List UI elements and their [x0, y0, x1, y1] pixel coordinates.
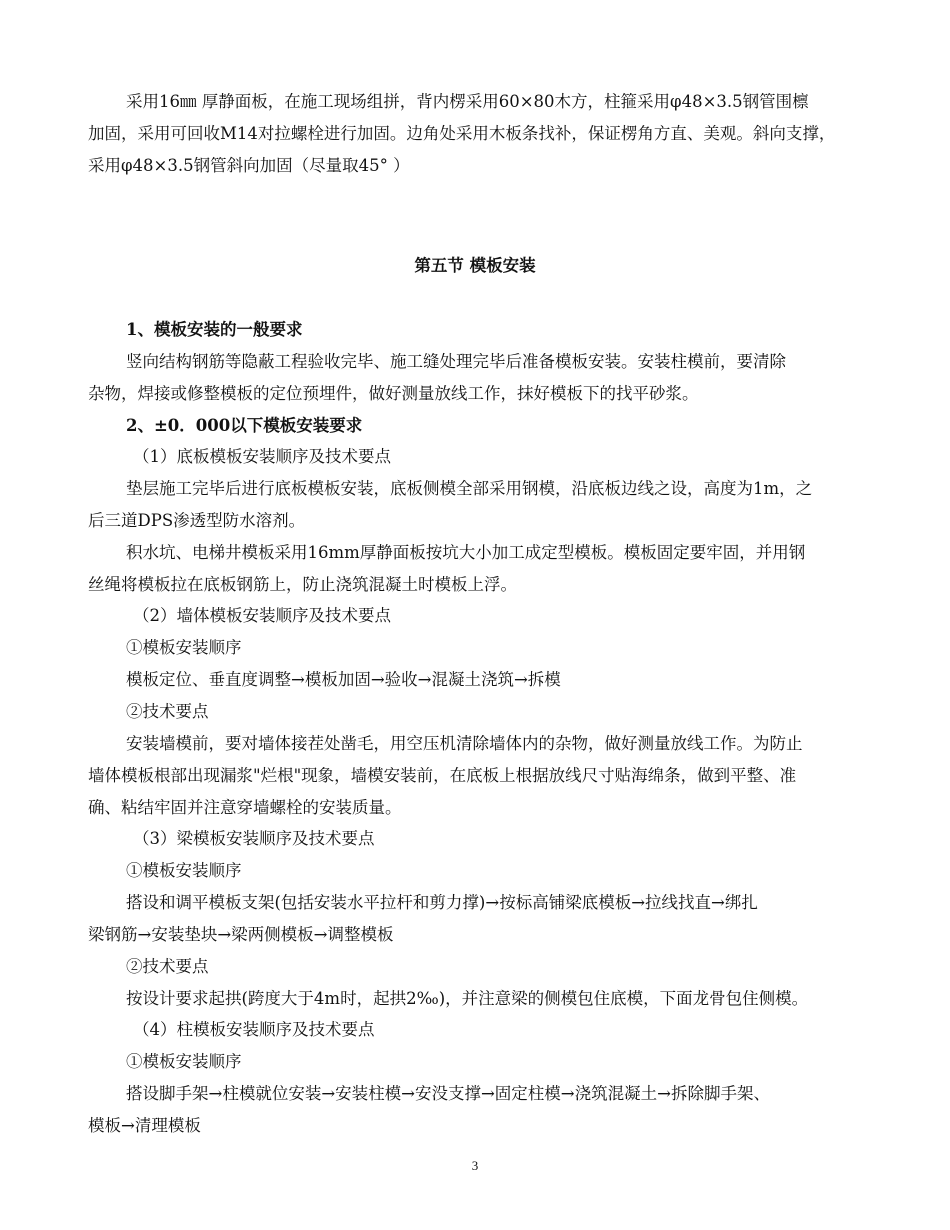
- page-number: 3: [471, 1158, 479, 1173]
- column-order-line-2: 模板→清理模板: [88, 1116, 201, 1135]
- wall-order: 模板定位、垂直度调整→模板加固→验收→混凝土浇筑→拆模: [126, 670, 561, 689]
- section-title: 第五节 模板安装: [414, 256, 536, 275]
- wall-tech-line-2: 墙体模板根部出现漏浆"烂根"现象，墙模安装前，在底板上根据放线尺寸贴海绵条，做到平整、准: [88, 766, 797, 785]
- column-order-title: ①模板安装顺序: [126, 1052, 242, 1071]
- wall-tech-line-1: 安装墙模前，要对墙体接茬处凿毛，用空压机清除墙体内的杂物，做好测量放线工作。为防止: [126, 734, 803, 753]
- intro-line-1: 采用16㎜ 厚静面板，在施工现场组拼，背内楞采用60×80木方，柱箍采用φ48×3.5钢管围檩: [126, 92, 809, 111]
- heading-below-zero: 2、±0．000以下模板安装要求: [126, 416, 363, 435]
- beam-tech-title: ②技术要点: [126, 957, 209, 976]
- subheading-beam: （3）梁模板安装顺序及技术要点: [133, 829, 375, 848]
- general-line-1: 竖向结构钢筋等隐蔽工程验收完毕、施工缝处理完毕后准备模板安装。安装柱模前，要清除: [126, 352, 786, 371]
- pit-line-1: 积水坑、电梯井模板采用16mm厚静面板按坑大小加工成定型模板。模板固定要牢固，并用钢: [126, 543, 806, 562]
- intro-line-2: 加固，采用可回收M14对拉螺栓进行加固。边角处采用木板条找补，保证楞角方直、美观。斜向支撑，: [88, 124, 836, 143]
- floor-slab-line-2: 后三道DPS渗透型防水溶剂。: [88, 511, 306, 530]
- beam-tech: 按设计要求起拱(跨度大于4m时，起拱2‰)，并注意梁的侧模包住底模，下面龙骨包住侧模。: [126, 989, 809, 1008]
- beam-order-title: ①模板安装顺序: [126, 861, 242, 880]
- beam-order-line-1: 搭设和调平模板支架(包括安装水平拉杆和剪力撑)→按标高铺梁底模板→拉线找直→绑扎: [126, 893, 758, 912]
- wall-tech-title: ②技术要点: [126, 702, 209, 721]
- wall-tech-line-3: 确、粘结牢固并注意穿墙螺栓的安装质量。: [88, 798, 402, 817]
- subheading-floor-slab: （1）底板模板安装顺序及技术要点: [133, 447, 391, 466]
- beam-order-line-2: 梁钢筋→安装垫块→梁两侧模板→调整模板: [88, 925, 394, 944]
- column-order-line-1: 搭设脚手架→柱模就位安装→安装柱模→安没支撑→固定柱模→浇筑混凝土→拆除脚手架、: [126, 1084, 770, 1103]
- wall-order-title: ①模板安装顺序: [126, 638, 242, 657]
- subheading-wall: （2）墙体模板安装顺序及技术要点: [133, 606, 391, 625]
- intro-line-3: 采用φ48×3.5钢管斜向加固（尽量取45° ）: [88, 156, 410, 175]
- pit-line-2: 丝绳将模板拉在底板钢筋上，防止浇筑混凝土时模板上浮。: [88, 575, 517, 594]
- heading-general-requirements: 1、模板安装的一般要求: [126, 320, 303, 339]
- floor-slab-line-1: 垫层施工完毕后进行底板模板安装，底板侧模全部采用钢模，沿底板边线之设，高度为1m，之: [126, 479, 813, 498]
- subheading-column: （4）柱模板安装顺序及技术要点: [133, 1020, 375, 1039]
- general-line-2: 杂物，焊接或修整模板的定位预埋件，做好测量放线工作，抹好模板下的找平砂浆。: [88, 384, 699, 403]
